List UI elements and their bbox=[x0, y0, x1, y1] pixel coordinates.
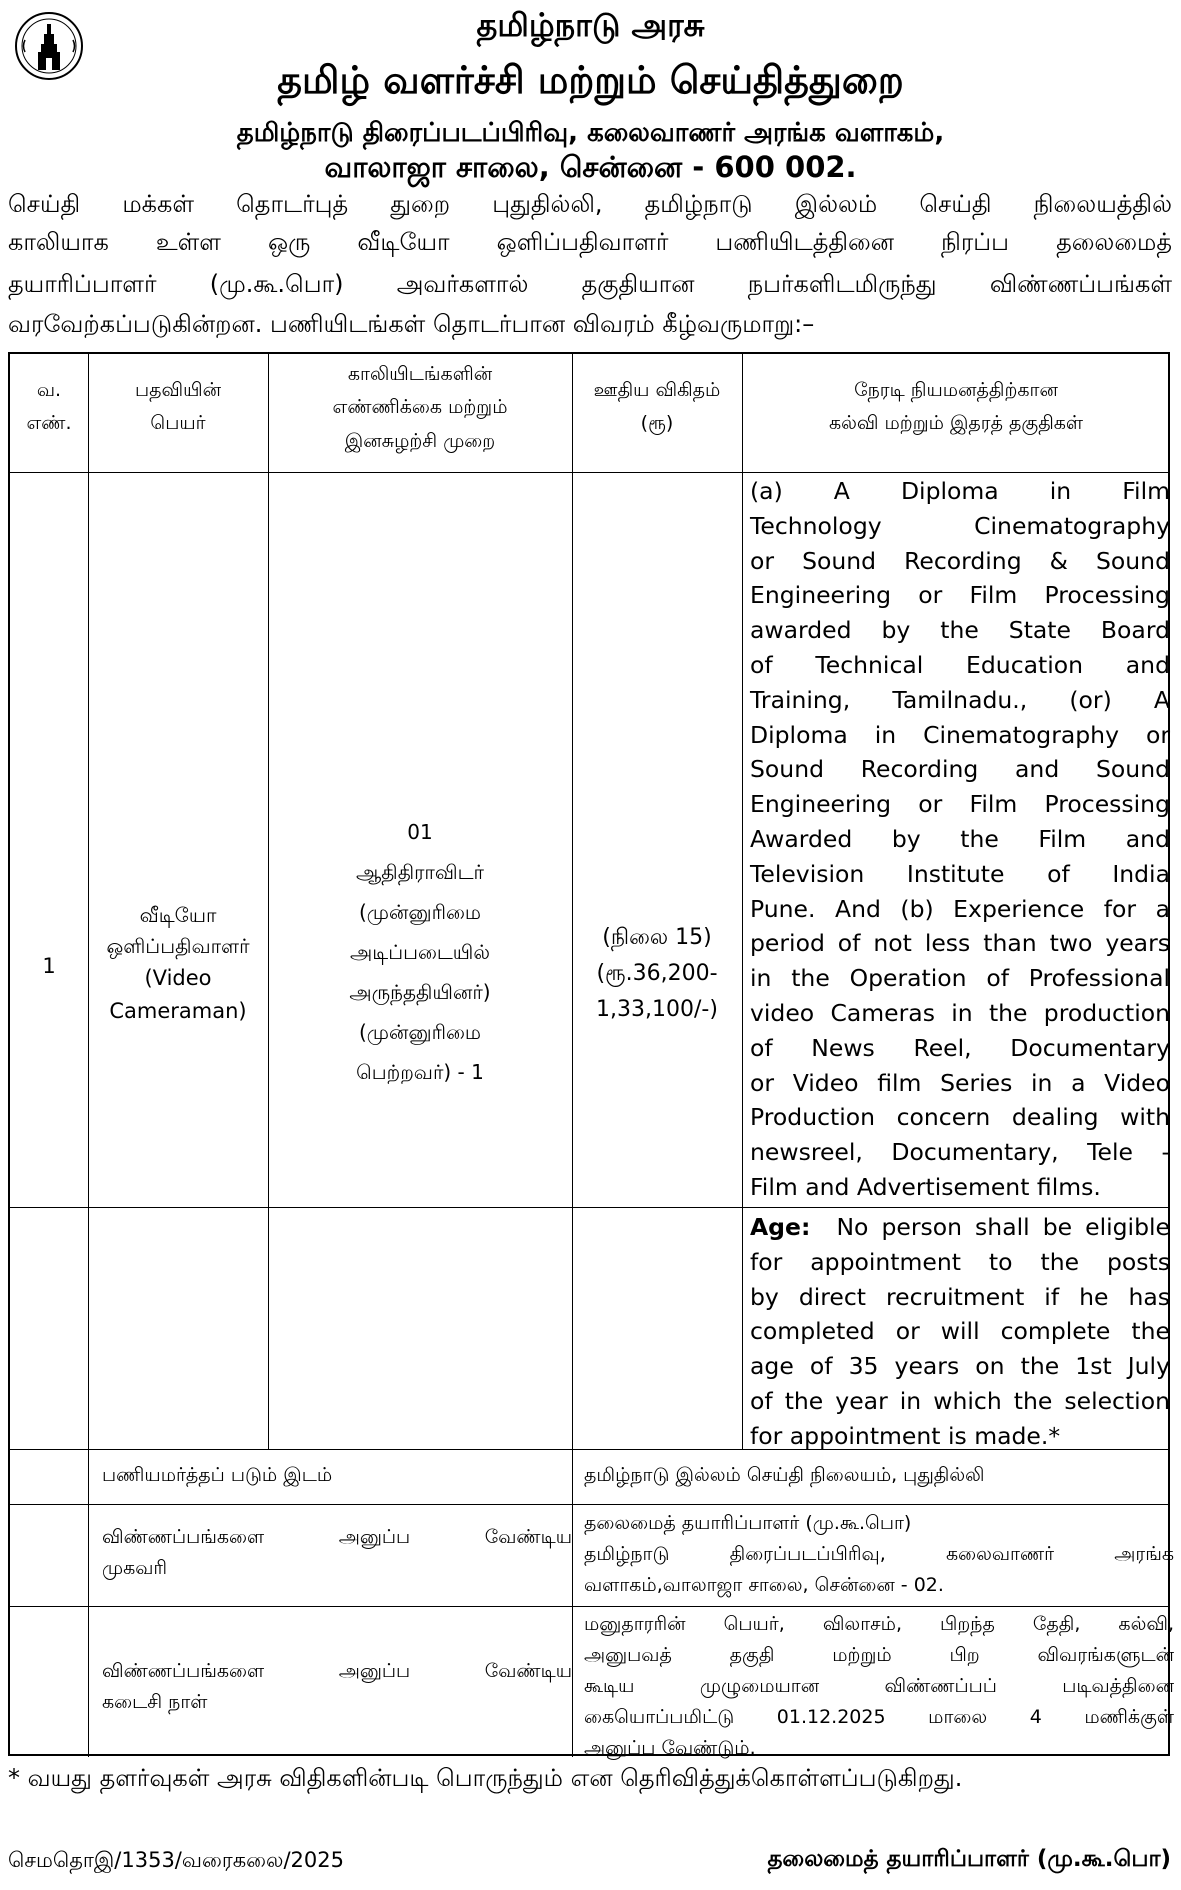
age-relaxation-note: * வயது தளர்வுகள் அரசு விதிகளின்படி பொருந்தும் என தெரிவித்துக்கொள்ளப்படுகிறது. bbox=[8, 1764, 963, 1792]
intro-line: செய்தி மக்கள் தொடர்புத் துறை புதுதில்லி, தமிழ்நாடு இல்லம் செய்தி நிலையத்தில் bbox=[8, 190, 1172, 218]
header-serial-number: வ. எண். bbox=[26, 379, 72, 435]
info-label-posting-place: பணியமர்த்தப் படும் இடம் bbox=[102, 1464, 333, 1486]
intro-line: காலியாக உள்ள ஒரு வீடியோ ஒளிப்பதிவாளர் பணியிடத்தினை நிரப்ப தலைமைத் bbox=[8, 228, 1172, 256]
info-label-last-date: விண்ணப்பங்களை அனுப்ப வேண்டிய கடைசி நாள் bbox=[102, 1660, 572, 1713]
age-label: Age: bbox=[750, 1213, 811, 1241]
row-serial-number: 1 bbox=[42, 954, 56, 978]
govt-title: தமிழ்நாடு அரசு bbox=[476, 6, 705, 44]
row-age-criteria: Age: No person shall be eligible for appointment to the posts by direct recruitment if he has completed or will complete the age of 35 years on the 1st July of the year in which the selection for appointment is made.* bbox=[750, 1213, 1170, 1450]
header-qualification: நேரடி நியமனத்திற்கான கல்வி மற்றும் இதரத் தகுதிகள் bbox=[828, 379, 1084, 435]
info-value-address: தலைமைத் தயாரிப்பாளர் (மு.கூ.பொ) தமிழ்நாடு திரைப்படப்பிரிவு, கலைவாணர் அரங்க வளாகம்,வாலாஜா சாலை, சென்னை - 02. bbox=[584, 1512, 1174, 1596]
row-qualification: (a) A Diploma in Film Technology Cinematography or Sound Recording & Sound Engineering or Film Processing awarded by the State Board of Technical Education and Training, Tamilnadu., (or) A Diploma in Cinematography or Sound Recording and Sound Engineering or Film Processing Awarded by the Film and Television Institute of India Pune. And (b) Experience for a period of not less than two years in the Operation of Professional video Cameras in the production of News Reel, Documentary or Video film Series in a Video Production concern dealing with newsreel, Documentary, Tele - Film and Advertisement films. bbox=[750, 477, 1170, 1201]
signatory: தலைமைத் தயாரிப்பாளர் (மு.கூ.பொ) bbox=[767, 1846, 1171, 1872]
info-label-address: விண்ணப்பங்களை அனுப்ப வேண்டிய முகவரி bbox=[102, 1526, 572, 1579]
header-pay-scale: ஊதிய விகிதம் (ரூ) bbox=[593, 379, 721, 435]
row-vacancy: 01 ஆதிதிராவிடர் (முன்னுரிமை அடிப்படையில் அருந்ததியினர்) (முன்னுரிமை பெற்றவர்) - 1 bbox=[349, 820, 491, 1084]
info-value-posting-place: தமிழ்நாடு இல்லம் செய்தி நிலையம், புதுதில்லி bbox=[584, 1464, 985, 1486]
recruitment-table bbox=[8, 352, 1174, 1759]
intro-line: வரவேற்கப்படுகின்றன. பணியிடங்கள் தொடர்பான விவரம் கீழ்வருமாறு:– bbox=[8, 310, 815, 338]
reference-number: செமதொஇ/1353/வரைகலை/2025 bbox=[8, 1848, 344, 1872]
office-address-line-2: வாலாஜா சாலை, சென்னை - 600 002. bbox=[324, 150, 857, 184]
intro-line: தயாரிப்பாளர் (மு.கூ.பொ) அவர்களால் தகுதியான நபர்களிடமிருந்து விண்ணப்பங்கள் bbox=[8, 270, 1172, 298]
department-title: தமிழ் வளர்ச்சி மற்றும் செய்தித்துறை bbox=[277, 58, 904, 102]
info-value-last-date: மனுதாரரின் பெயர், விலாசம், பிறந்த தேதி, கல்வி, அனுபவத் தகுதி மற்றும் பிற விவரங்களுடன் கூடிய முழுமையான விண்ணப்பப் படிவத்தினை கையொப்பமிட்டு 01.12.2025 மாலை 4 மணிக்குள் அனுப்ப வேண்டும். bbox=[584, 1613, 1174, 1759]
office-address-line-1: தமிழ்நாடு திரைப்படப்பிரிவு, கலைவாணர் அரங்க வளாகம், bbox=[236, 118, 945, 148]
row-post-name: வீடியோ ஒளிப்பதிவாளர் (Video Cameraman) bbox=[106, 903, 250, 1023]
header-post-name: பதவியின் பெயர் bbox=[134, 379, 222, 435]
age-text: No person shall be eligible bbox=[836, 1213, 1170, 1241]
header-vacancy: காலியிடங்களின் எண்ணிக்கை மற்றும் இனசுழற்சி முறை bbox=[332, 363, 508, 452]
row-pay-scale: (நிலை 15) (ரூ.36,200- 1,33,100/-) bbox=[596, 925, 718, 1022]
